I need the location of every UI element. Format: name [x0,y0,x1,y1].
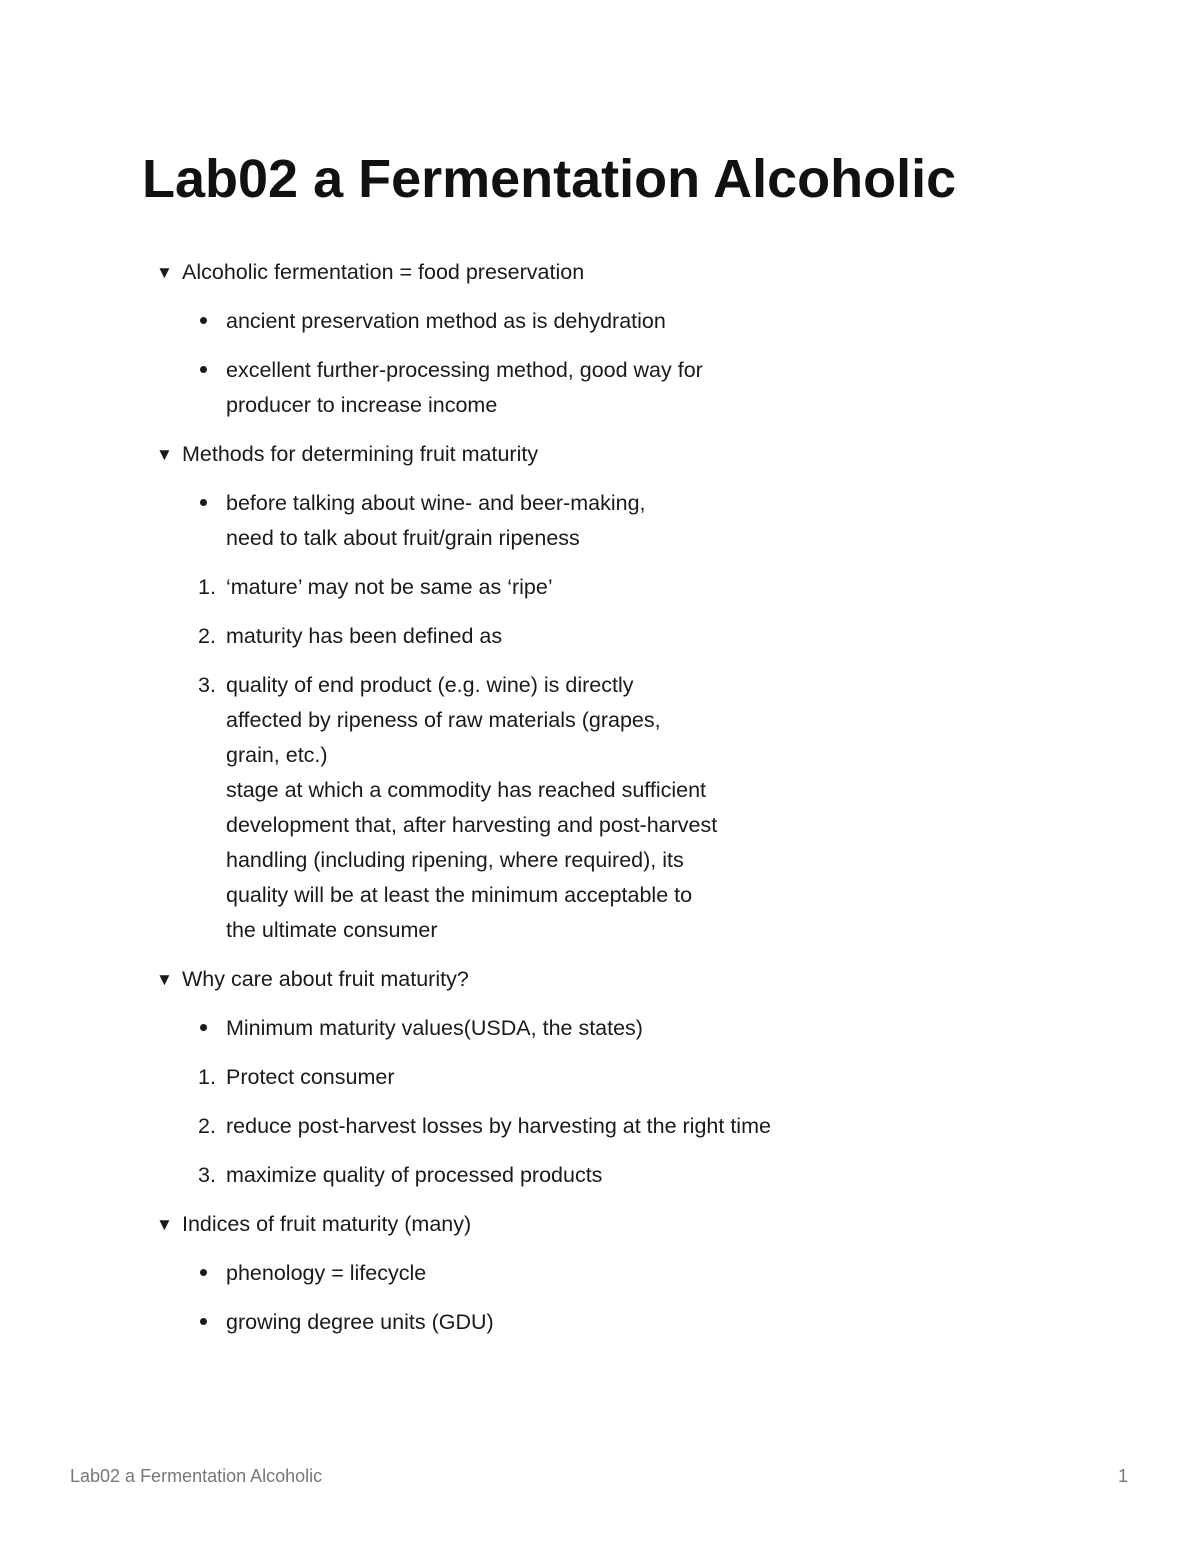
toggle-content [198,304,1056,423]
bullet-item [198,1011,1056,1046]
item-text: maturity has been defined as [226,624,503,648]
bullet-item [198,1256,1056,1291]
item-text: Minimum maturity values(USDA, the states) [226,1016,643,1040]
numbered-item [198,570,1056,605]
item-text: ancient preservation method as is dehydration [226,309,666,333]
toggle-section [156,1207,1056,1340]
bullet-icon [200,1269,207,1276]
bullet-item [198,486,1056,556]
bullet-icon [200,499,207,506]
bullet-icon [200,366,207,373]
item-number: 3. [198,673,216,697]
document-body [156,255,1056,1354]
item-text: excellent further-processing method, good way for producer to increase income [226,358,703,417]
page-title: Lab02 a Fermentation Alcoholic [142,149,957,209]
toggle-heading-text: Indices of fruit maturity (many) [182,1212,472,1236]
toggle-section [156,962,1056,1193]
item-number: 1. [198,1065,216,1089]
footer-document-title: Lab02 a Fermentation Alcoholic [70,1466,323,1486]
toggle-heading-text: Why care about fruit maturity? [182,967,469,991]
toggle-content [198,1256,1056,1340]
numbered-item [198,1109,1056,1144]
bullet-item [198,1305,1056,1340]
item-number: 2. [198,1114,216,1138]
footer-page-number: 1 [1117,1466,1128,1486]
item-text: growing degree units (GDU) [226,1310,494,1334]
triangle-down-icon[interactable]: ▼ [156,970,173,989]
toggle-heading-text: Methods for determining fruit maturity [182,442,539,466]
numbered-item [198,1158,1056,1193]
triangle-down-icon[interactable]: ▼ [156,263,173,282]
triangle-down-icon[interactable]: ▼ [156,1215,173,1234]
item-text: ‘mature’ may not be same as ‘ripe’ [226,575,553,599]
toggle-section [156,255,1056,423]
item-text: Protect consumer [226,1065,395,1089]
toggle-content [198,486,1056,948]
toggle-heading[interactable] [156,1207,1056,1242]
item-text: phenology = lifecycle [226,1261,427,1285]
item-text: maximize quality of processed products [226,1163,603,1187]
toggle-section [156,437,1056,948]
bullet-icon [200,317,207,324]
item-text: reduce post-harvest losses by harvesting at the right time [226,1114,771,1138]
numbered-item [198,619,1056,654]
triangle-down-icon[interactable]: ▼ [156,445,173,464]
toggle-heading[interactable] [156,255,1056,290]
bullet-item [198,304,1056,339]
item-text: quality of end product (e.g. wine) is directly affected by ripeness of raw materials (grapes, grain, etc.) stage at which a commodity has reached sufficient development that, after harvesting and post-harvest handling (including ripening, where required), its quality will be at least the minimum acceptable to the ultimate consumer [226,673,718,942]
toggle-heading[interactable] [156,962,1056,997]
bullet-icon [200,1024,207,1031]
item-number: 3. [198,1163,216,1187]
item-number: 2. [198,624,216,648]
toggle-heading-text: Alcoholic fermentation = food preservation [182,260,585,284]
numbered-item [198,668,1056,948]
item-text: before talking about wine- and beer-making, need to talk about fruit/grain ripeness [226,491,646,550]
toggle-content [198,1011,1056,1193]
bullet-item [198,353,1056,423]
item-number: 1. [198,575,216,599]
bullet-icon [200,1318,207,1325]
numbered-item [198,1060,1056,1095]
toggle-heading[interactable] [156,437,1056,472]
